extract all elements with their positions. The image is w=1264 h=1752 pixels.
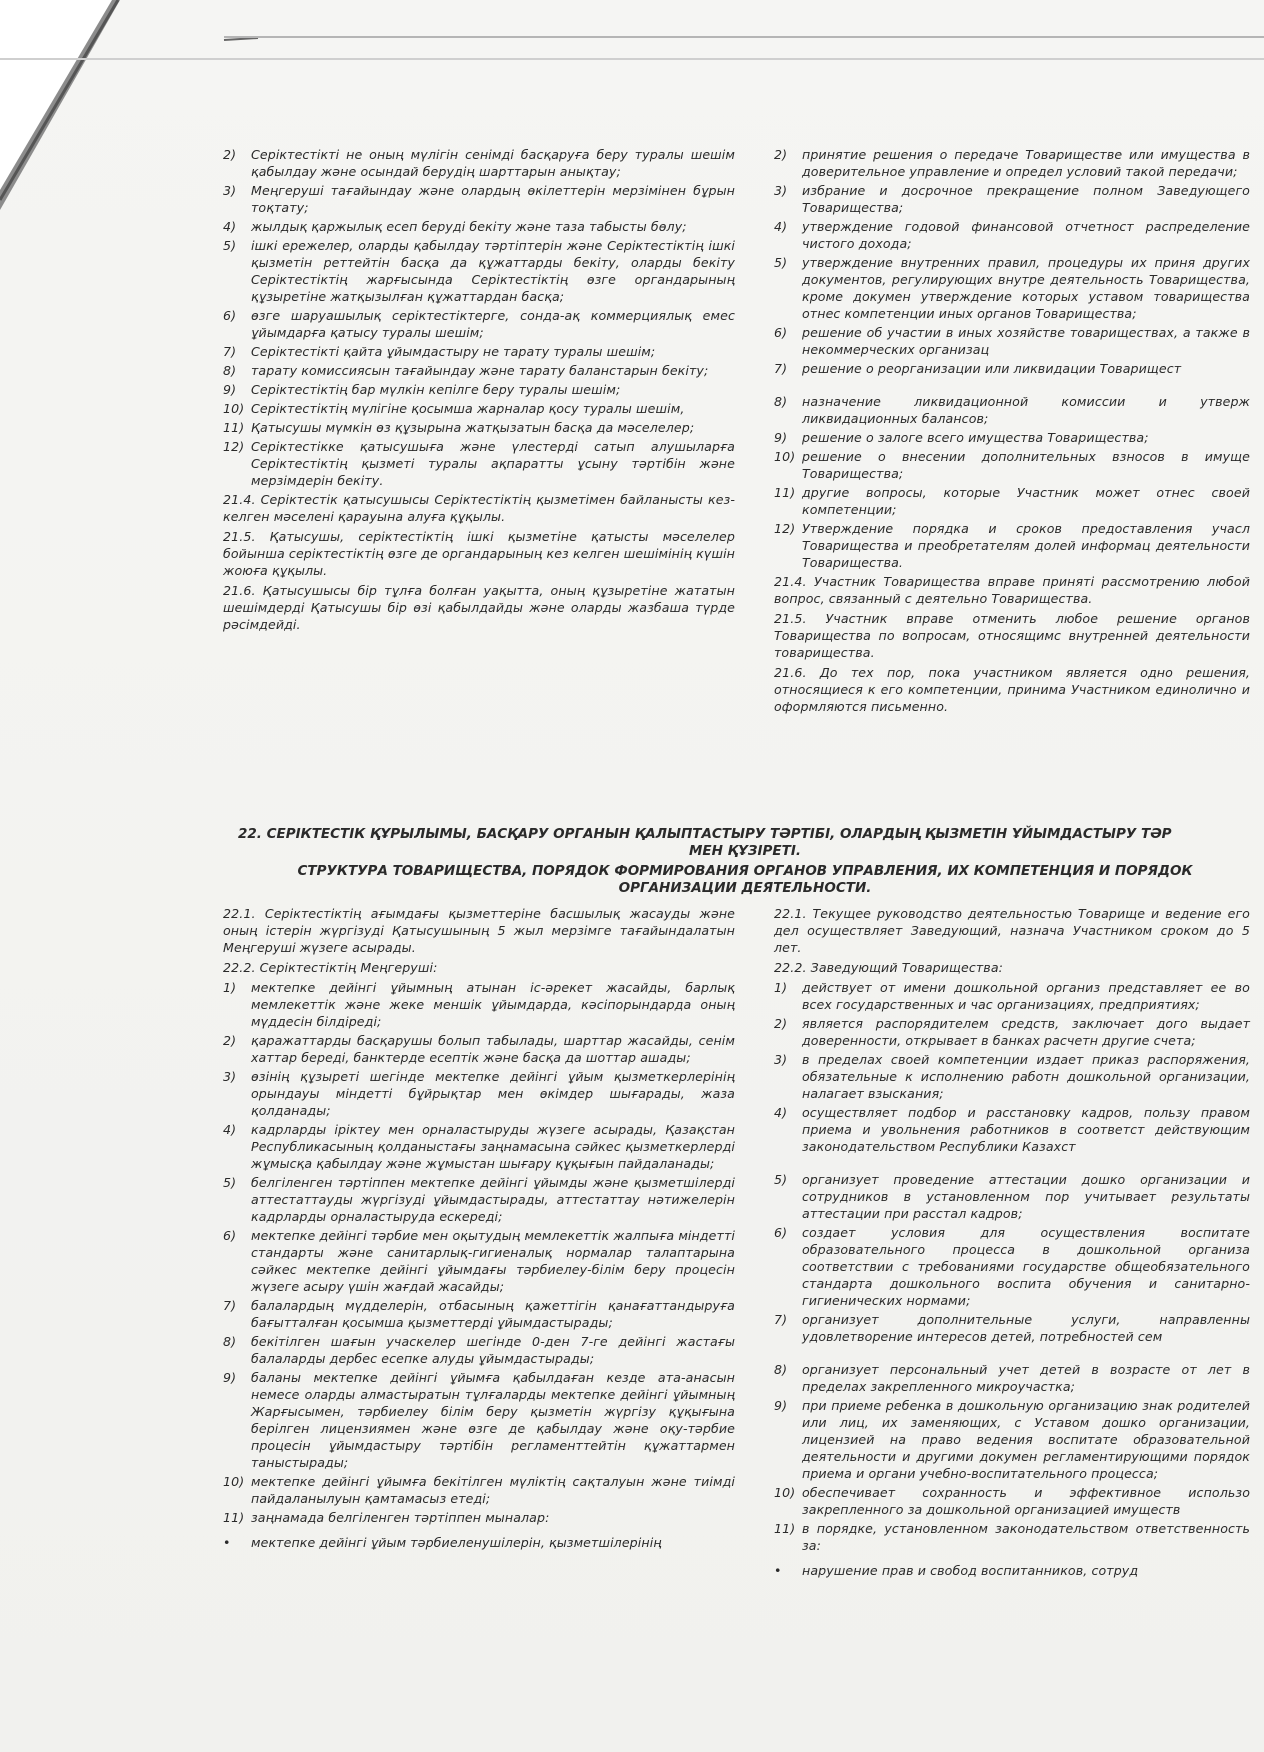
list-item: 8) назначение ликвидационной комиссии и утверж ликвидационных балансов; (774, 394, 1250, 426)
bullet-icon: • (774, 1563, 782, 1578)
heading-ru-line-1: СТРУКТУРА ТОВАРИЩЕСТВА, ПОРЯДОК ФОРМИРОВАНИЯ ОРГАНОВ УПРАВЛЕНИЯ, ИХ КОМПЕТЕНЦИЯ И ПОРЯДОК (297, 863, 1193, 879)
list-item: 2) қаражаттарды басқарушы болып табылады, шарттар жасайды, сенім хаттар береді, банктерде есептік және басқа да шоттар ашады; (223, 1033, 735, 1065)
spacer (774, 1347, 1250, 1361)
paragraph: 21.6. Қатысушысы бір тұлға болған уақытта, оның құзыретіне жататын шешімдерді Қатысушы бір өзі қабылдайды және оларды жазбаша түрде рәсімдейді. (223, 583, 735, 632)
list-item: 9) при приеме ребенка в дошкольную организацию знак родителей или лиц, их заменяющих, с Уставом дошко организации, лицензией на право ведения воспитате образовательной деятельности и другими докумен регламентирующими порядок приема и органи учебно-воспитательного процесса; (774, 1398, 1250, 1481)
paragraph: 21.5. Қатысушы, серіктестіктің ішкі қызметіне қатысты мәселелер бойынша серіктестіктің өзге де органдарының кез келген шешімінің күшін жоюға құқылы. (223, 529, 735, 578)
list-item: 9) Серіктестіктің бар мүлкін кепілге беру туралы шешім; (223, 382, 621, 397)
list-item: 6) создает условия для осуществления воспитате образовательного процесса в дошкольной организа соответствии с требованиями государстве общеобязательного стандарта дошкольного воспита обучения и санитарно-гигиенических нормами; (774, 1225, 1250, 1308)
paragraph: 22.2. Серіктестіктің Меңгеруші: (223, 960, 438, 975)
section-heading (240, 826, 1250, 897)
list-item: 1) мектепке дейінгі ұйымның атынан іс-әрекет жасайды, барлық мемлекеттік және жеке меншік ұйымдарда, кәсіпорындарда оның мүддесін білдіреді; (223, 980, 735, 1029)
bullet-item: • нарушение прав и свобод воспитанников, сотруд (774, 1563, 1139, 1578)
list-item: 11) в порядке, установленном законодательством ответственность за: (774, 1521, 1250, 1553)
bullet-item: • мектепке дейінгі ұйым тәрбиеленушілерін, қызметшілерінің (223, 1535, 662, 1550)
heading-kz-line-2: МЕН ҚҰЗІРЕТІ. (689, 843, 801, 859)
list-item: 9) баланы мектепке дейінгі ұйымға қабылдаған кезде ата-анасын немесе оларды алмастыратын тұлғаларды мектепке дейінгі ұйымның Жарғысымен, тәрбиелеу білім беру қызметін жүргізу құқығына берілген лицензиямен және өзге де қабылдау және оқу-тәрбие процесін ұйымдастыру тәртібін регламенттейтін құжаттармен таныстырады; (223, 1370, 735, 1470)
spacer (774, 379, 1250, 393)
list-item: 8) тарату комиссиясын тағайындау және тарату баланстарын бекіту; (223, 363, 709, 378)
paragraph: 22.2. Заведующий Товарищества: (774, 960, 1003, 975)
list-item: 5) белгіленген тәртіппен мектепке дейінгі ұйымды және қызметшілерді аттестаттауды жүргізуді ұйымдастырады, аттестаттау нәтижелерін кадрларды орналастыруда ескереді; (223, 1175, 735, 1224)
page-edge-line (224, 36, 1264, 38)
list-item: 11) заңнамада белгіленген тәртіппен мыналар: (223, 1510, 550, 1525)
list-item: 2) принятие решения о передаче Товариществе или имущества в доверительное управление и определ условий такой передачи; (774, 147, 1250, 179)
list-item: 4) утверждение годовой финансовой отчетност распределение чистого дохода; (774, 219, 1250, 251)
paragraph: 21.5. Участник вправе отменить любое решение органов Товарищества по вопросам, относящимс внутренней деятельности товарищества. (774, 611, 1250, 660)
list-item: 5) ішкі ережелер, оларды қабылдау тәртіптерін және Серіктестіктің ішкі қызметін реттейтін басқа да құжаттарды бекіту, оларды бекіту Серіктестіктің жарғысында Серіктестіктің өзге органдарының құзыретіне жатқызылған құжаттардан басқа; (223, 238, 735, 304)
russian-column-bottom (774, 905, 1250, 1579)
paragraph: 21.4. Участник Товарищества вправе приняті рассмотрению любой вопрос, связанный с деятельно Товарищества. (774, 574, 1250, 606)
list-item: 10) обеспечивает сохранность и эффективное использо закрепленного за дошкольной организацией имуществ (774, 1485, 1250, 1517)
list-item: 3) в пределах своей компетенции издает приказ распоряжения, обязательные к исполнению работн дошкольной организации, налагает взыскания; (774, 1052, 1250, 1101)
list-item: 7) балалардың мүдделерін, отбасының қажеттігін қанағаттандыруға бағытталған қосымша қызметтерді ұйымдастырады; (223, 1298, 735, 1330)
paragraph: 21.4. Серіктестік қатысушысы Серіктестіктің қызметімен байланысты кез-келген мәселені қарауына алуға құқылы. (223, 492, 735, 524)
list-item: 7) решение о реорганизации или ликвидации Товарищест (774, 361, 1182, 376)
kazakh-column-top (223, 146, 735, 636)
list-item: 5) утверждение внутренних правил, процедуры их приня других документов, регулирующих внутре деятельность Товарищества, кроме докумен утверждение которых уставом товарищества отнес компетенции иных органов Товарищества; (774, 255, 1250, 321)
list-item: 12) Серіктестікке қатысушыға және үлестерді сатып алушыларға Серіктестіктің қызметі туралы ақпаратты ұсыну тәртібін және мерзімдерін бекіту. (223, 439, 735, 488)
folded-corner-shadow (0, 0, 260, 210)
russian-column-top (774, 146, 1250, 718)
list-item: 3) избрание и досрочное прекращение полном Заведующего Товарищества; (774, 183, 1250, 215)
list-item: 4) осуществляет подбор и расстановку кадров, пользу правом приема и увольнения работников в соответст действующим законодательством Республики Казахст (774, 1105, 1250, 1154)
list-item: 4) жылдық қаржылық есеп беруді бекіту және таза табысты бөлу; (223, 219, 687, 234)
list-item: 7) организует дополнительные услуги, направленны удовлетворение интересов детей, потребностей сем (774, 1312, 1250, 1344)
list-item: 1) действует от имени дошкольной организ представляет ее во всех государственных и час организациях, предприятиях; (774, 980, 1250, 1012)
paragraph: 22.1. Серіктестіктің ағымдағы қызметтеріне басшылық жасауды және оның істерін жүргізуді Қатысушының 5 жыл мерзімге тағайындалатын Меңгеруші жүзеге асырады. (223, 906, 735, 955)
list-item: 4) кадрларды іріктеу мен орналастыруды жүзеге асырады, Қазақстан Республикасының қолданыстағы заңнамасына сәйкес қызметкерлерді жұмысқа қабылдау және жұмыстан шығару құқығын пайдаланады; (223, 1122, 735, 1171)
list-item: 10) решение о внесении дополнительных взносов в имуще Товарищества; (774, 449, 1250, 481)
list-item: 12) Утверждение порядка и сроков предоставления учасл Товарищества и преобретателям долей информац деятельности Товарищества. (774, 521, 1250, 570)
list-item: 10) Серіктестіктің мүлігіне қосымша жарналар қосу туралы шешім, (223, 401, 685, 416)
list-item: 11) другие вопросы, которые Участник может отнес своей компетенции; (774, 485, 1250, 517)
list-item: 6) мектепке дейінгі тәрбие мен оқытудың мемлекеттік жалпыға міндетті стандарты және санитарлық-гигиеналық нормалар талаптарына сәйкес мектепке дейінгі ұйымдағы тәрбиелеу-білім беру процесін жүзеге асыру үшін жағдай жасайды; (223, 1228, 735, 1294)
list-item: 3) Меңгеруші тағайындау және олардың өкілеттерін мерзімінен бұрын тоқтату; (223, 183, 735, 215)
list-item: 6) өзге шаруашылық серіктестіктерге, сонда-ақ коммерциялық емес ұйымдарға қатысу туралы шешім; (223, 308, 735, 340)
list-item: 3) өзінің құзыреті шегінде мектепке дейінгі ұйым қызметкерлерінің орындауы міндетті бұйрықтар мен өкімдер шығарады, жаза қолданады; (223, 1069, 735, 1118)
kazakh-column-bottom (223, 905, 735, 1551)
page-edge-line-2 (0, 58, 1264, 60)
heading-kz-line-1: 22. СЕРІКТЕСТІК ҚҰРЫЛЫМЫ, БАСҚАРУ ОРГАНЫН ҚАЛЫПТАСТЫРУ ТӘРТІБІ, ОЛАРДЫҢ ҚЫЗМЕТІН ҰЙЫМДАСТЫРУ ТӘР (238, 826, 1172, 842)
list-item: 2) является распорядителем средств, заключает дого выдает доверенности, открывает в банках расчетн другие счета; (774, 1016, 1250, 1048)
bullet-icon: • (223, 1535, 231, 1550)
list-item: 8) бекітілген шағын учаскелер шегінде 0-ден 7-ге дейінгі жастағы балаларды дербес есепке алуды ұйымдастырады; (223, 1334, 735, 1366)
list-item: 7) Серіктестікті қайта ұйымдастыру не тарату туралы шешім; (223, 344, 656, 359)
spacer (774, 1157, 1250, 1171)
list-item: 11) Қатысушы мүмкін өз құзырына жатқызатын басқа да мәселелер; (223, 420, 695, 435)
list-item: 2) Серіктестікті не оның мүлігін сенімді басқаруға беру туралы шешім қабылдау және осындай берудің шарттарын анықтау; (223, 147, 735, 179)
paragraph: 22.1. Текущее руководство деятельностью Товарище и ведение его дел осуществляет Заведующий, назнача Участником сроком до 5 лет. (774, 906, 1250, 955)
list-item: 5) организует проведение аттестации дошко организации и сотрудников в установленном пор учитывает результаты аттестации при расстал кадров; (774, 1172, 1250, 1221)
list-item: 6) решение об участии в иных хозяйстве товариществах, а также в некоммерческих организац (774, 325, 1250, 357)
paragraph: 21.6. До тех пор, пока участником является одно решения, относящиеся к его компетенции, принима Участником единолично и оформляются письменно. (774, 665, 1250, 714)
list-item: 10) мектепке дейінгі ұйымға бекітілген мүліктің сақталуын және тиімді пайдаланылуын қамтамасыз етеді; (223, 1474, 735, 1506)
list-item: 9) решение о залоге всего имущества Товарищества; (774, 430, 1149, 445)
heading-ru-line-2: ОРГАНИЗАЦИИ ДЕЯТЕЛЬНОСТИ. (618, 880, 872, 896)
list-item: 8) организует персональный учет детей в возрасте от лет в пределах закрепленного микроучастка; (774, 1362, 1250, 1394)
